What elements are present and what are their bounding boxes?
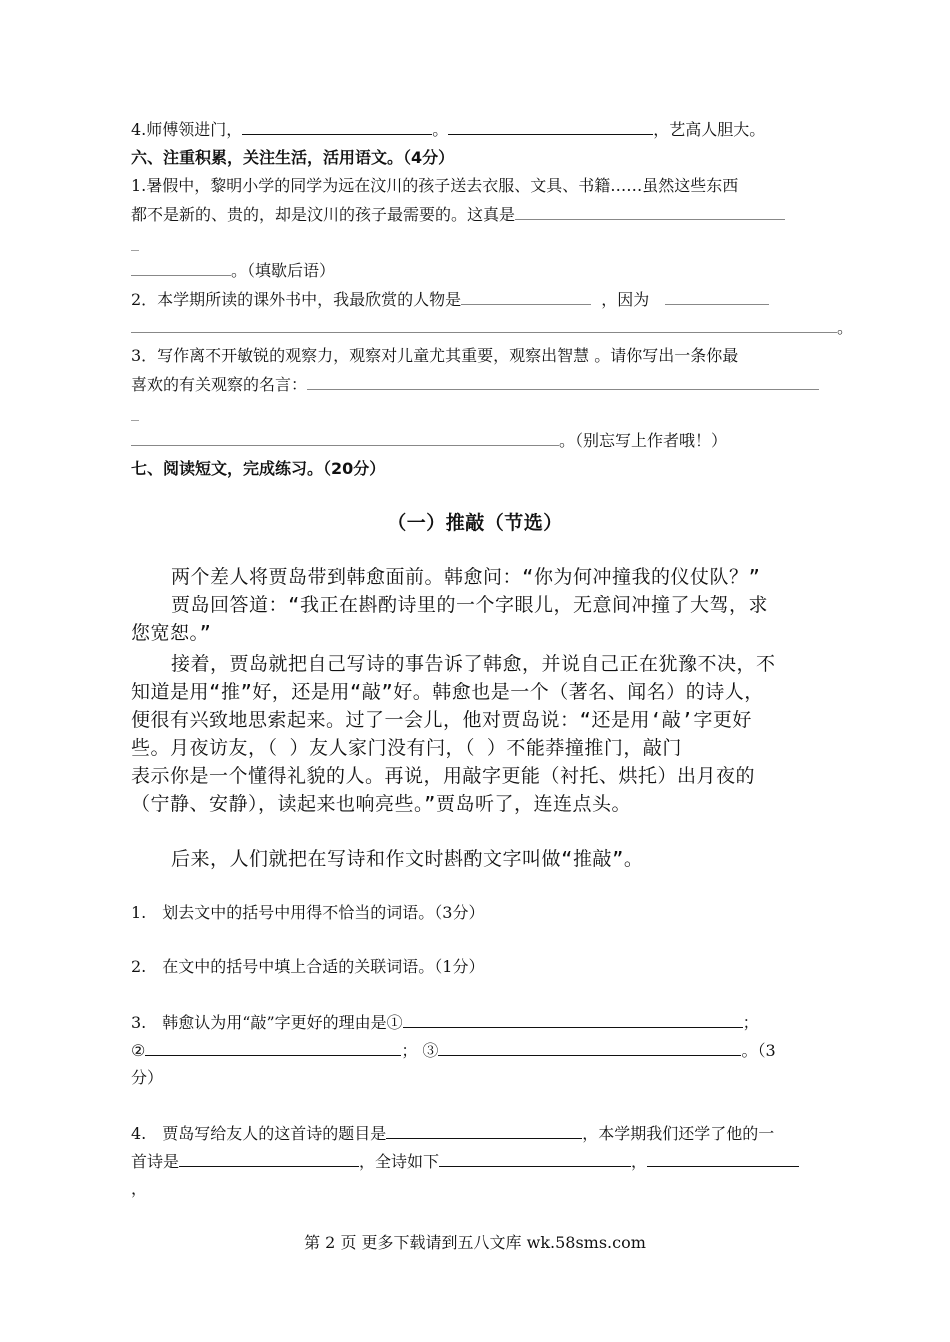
sec6-q3-tick: _ [131,402,139,421]
page-footer: 第 2 页 更多下载请到五八文库 wk.58sms.com [304,1233,646,1252]
passage-line: 表示你是一个懂得礼貌的人。再说，用敲字更能（衬托、烘托）出月夜的 [131,765,756,787]
answer-blank[interactable] [461,288,591,305]
sec6-q1-line2: 都不是新的、贵的，却是汶川的孩子最需要的。这真是 [131,203,785,226]
sec7-q3-line2: ② ； ③ 。（3 [131,1041,776,1060]
answer-blank[interactable] [131,316,837,333]
sec6-q3-line1: 3．写作离不开敏锐的观察力，观察对儿童尤其重要，观察出智慧 。请你写出一条你最 [131,346,739,365]
sec7-q4-line2: 首诗是 ，全诗如下 ， [131,1150,799,1173]
sec6-q1-end: 。（填歇后语） [131,259,335,282]
sec6-q1-tick: _ [131,232,139,251]
sec6-heading: 六、注重积累，关注生活，活用语文。（4分） [131,148,455,167]
answer-blank[interactable] [448,118,653,135]
answer-blank[interactable] [307,373,819,390]
sec6-q2: 2．本学期所读的课外书中，我最欣赏的人物是 ，因为 [131,288,769,311]
answer-blank[interactable] [438,1039,741,1056]
sec5-q4: 4.师傅领进门， 。 ，艺高人胆大。 [131,120,766,139]
sec7-heading: 七、阅读短文，完成练习。（20分） [131,459,386,478]
answer-blank[interactable] [439,1150,631,1167]
passage-line: 些。月夜访友，（ ）友人家门没有闩，（ ）不能莽撞推门，敲门 [131,737,682,759]
answer-blank[interactable] [131,429,559,446]
answer-blank[interactable] [131,259,231,276]
answer-blank[interactable] [179,1150,359,1167]
sec7-q1: 1. 划去文中的括号中用得不恰当的词语。（3分） [131,903,485,922]
answer-blank[interactable] [386,1122,582,1139]
sec7-q3-line3: 分） [131,1068,164,1087]
sec6-q1-line1: 1.暑假中，黎明小学的同学为远在汶川的孩子送去衣服、文具、书籍……虽然这些东西 [131,176,739,195]
sec7-q4-line3: ， [131,1179,148,1198]
answer-blank[interactable] [242,118,432,135]
passage-line: 接着，贾岛就把自己写诗的事告诉了韩愈，并说自己正在犹豫不决，不 [171,653,776,675]
passage-line: 贾岛回答道：“我正在斟酌诗里的一个字眼儿，无意间冲撞了大驾，求 [171,594,768,616]
answer-blank[interactable] [403,1011,743,1028]
sec6-q2-line2: 。 [131,316,853,339]
answer-blank[interactable] [665,288,769,305]
answer-blank[interactable] [515,203,785,220]
answer-blank[interactable] [145,1039,401,1056]
sec6-q3-line2: 喜欢的有关观察的名言： [131,373,819,396]
passage-line: 两个差人将贾岛带到韩愈面前。韩愈问：“你为何冲撞我的仪仗队？” [171,566,761,588]
answer-blank[interactable] [647,1150,799,1167]
sec6-q3-end: 。（别忘写上作者哦！） [131,429,727,452]
passage-line: 后来，人们就把在写诗和作文时斟酌文字叫做“推敲”。 [171,848,644,870]
sec7-q3: 3. 韩愈认为用“敲”字更好的理由是① ； [131,1013,759,1032]
passage-line: 您宽恕。” [131,622,212,644]
passage-line: 便很有兴致地思索起来。过了一会儿，他对贾岛说：“还是用‘敲’字更好 [131,709,752,731]
sec7-q2: 2. 在文中的括号中填上合适的关联词语。（1分） [131,957,485,976]
sec7-q4: 4. 贾岛写给友人的这首诗的题目是 ，本学期我们还学了他的一 [131,1124,775,1143]
passage-title: （一）推敲（节选） [387,512,563,534]
passage-line: 知道是用“推”好，还是用“敲”好。韩愈也是一个（著名、闻名）的诗人， [131,681,764,703]
passage-line: （宁静、安静），读起来也响亮些。”贾岛听了，连连点头。 [131,793,631,815]
